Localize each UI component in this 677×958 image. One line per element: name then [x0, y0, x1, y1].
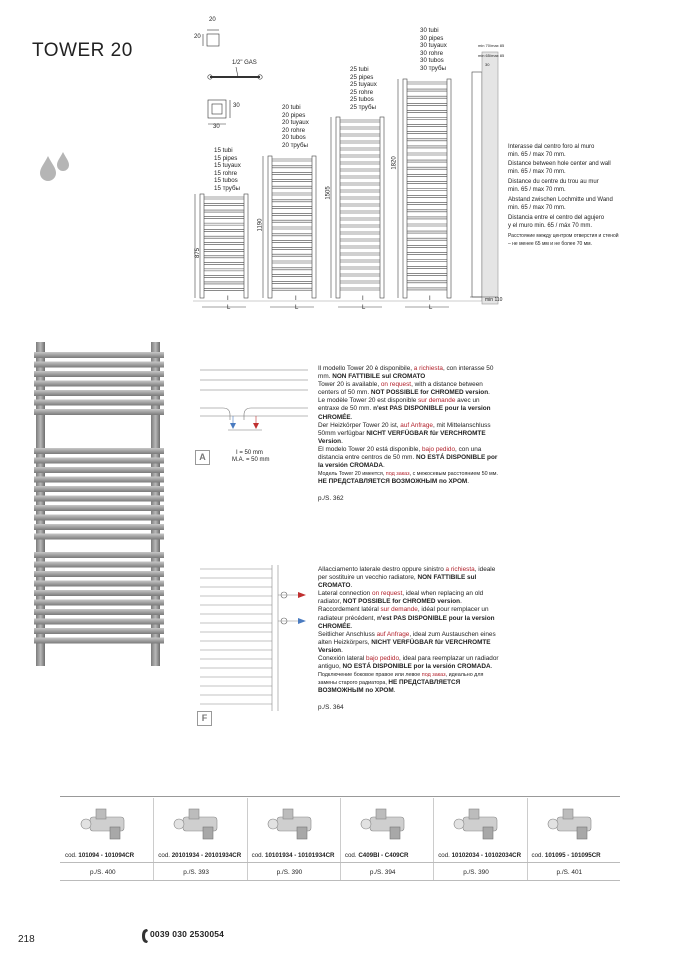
photo-radiator-bar	[34, 524, 164, 530]
photo-radiator-bar	[34, 371, 164, 377]
photo-radiator-bar	[34, 486, 164, 492]
water-drops-icon	[38, 150, 72, 184]
photo-radiator-bar	[34, 448, 164, 454]
acc-mid-rule	[60, 862, 620, 863]
photo-radiator-bar	[34, 590, 164, 596]
accessory-code	[532, 852, 601, 859]
accessory-code-value: 20101934 - 20101934CR	[171, 852, 242, 859]
model-label-20: 20 tubi 20 pipes 20 tuyaux 20 rohre 20 tubos 20 трубы	[282, 104, 309, 149]
dim-i-2: I	[295, 296, 297, 302]
chrome-valves-icon	[259, 801, 329, 849]
accessory-item[interactable]	[247, 797, 340, 879]
dim-l-4: L	[429, 305, 433, 311]
accessory-code-value: 101094 - 101094CR	[78, 852, 135, 859]
photo-radiator-bar	[34, 505, 164, 511]
model-label-25: 25 tubi 25 pipes 25 tuyaux 25 rohre 25 tubos 25 трубы	[350, 66, 377, 111]
accessory-page-ref: p./S. 394	[369, 869, 396, 876]
accessory-code	[252, 852, 335, 859]
phone-icon	[140, 928, 150, 944]
acc-bottom-rule	[60, 880, 620, 881]
option-f-text: Allacciamento laterale destro oppure sinistro a richiesta, ideale per sostituire un vecchio radiatore, NON FATTIBILE sul CROMATO. Lateral connection on request, ideal when replacing an old radiator, NOT POSSIBLE for CHROMED version. Raccordement latéral sur demande, idéal pour remplacer un radiateur précédent, n'est PAS DISPONIBLE pour la version CHROMÉE. Seitlicher Anschluss auf Anfrage, ideal zum Austauschen eines alten Heizkörpers, NICHT VERFÜGBAR für VERCHROMTE Version. Conexión lateral bajo pedido, ideal para reemplazar un radiador antiguo, NO ESTÁ DISPONIBLE por la versión CROMADA. Подключение боковое правое или левое под заказ, идеально для замены старого радиатора, НЕ ПРЕДСТАВЛЯЕТСЯ ВОЗМОЖНЫМ по ХРОМ. p./S. 364	[318, 566, 499, 711]
dim-square-width: 30	[213, 124, 220, 130]
accessory-item[interactable]	[60, 797, 153, 879]
photo-radiator-bar	[34, 400, 164, 406]
dim-top-height: 20	[194, 34, 201, 40]
wall-note-fr: Distance du centre du trou au mur min. 65 / max 70 mm.	[508, 179, 599, 194]
photo-radiator-bar	[34, 515, 164, 521]
radiator-rail	[200, 194, 204, 298]
photo-radiator-bar	[34, 609, 164, 615]
radiator-rail	[403, 79, 407, 298]
dim-i-4: I	[429, 296, 431, 302]
radiator-rail	[380, 117, 384, 298]
option-f-letter: F	[197, 711, 212, 726]
dim-l-2: L	[295, 305, 299, 311]
accessory-code-prefix: cod.	[251, 852, 266, 859]
option-a-ref: p./S. 362	[318, 494, 344, 502]
angle-valves-icon	[165, 801, 235, 849]
thermostatic-head-icon	[352, 801, 422, 849]
option-a-letter: A	[195, 450, 210, 465]
photo-radiator-bar	[34, 381, 164, 387]
radiator-rail	[312, 156, 316, 298]
photo-radiator-bar	[34, 581, 164, 587]
dim-gas: 1/2" GAS	[232, 60, 257, 66]
option-a-dim-ma: M.A. = 50 mm	[232, 457, 270, 463]
wall-plate-icon	[539, 801, 609, 849]
dim-square-height: 30	[233, 103, 240, 109]
photo-radiator-bar	[34, 638, 164, 644]
accessory-page-ref: p./S. 400	[90, 869, 116, 876]
wall-note-en: Distance between hole center and wall min. 65 / max 70 mm.	[508, 161, 611, 176]
dim-min-110: min 110	[485, 297, 503, 303]
photo-radiator-bar	[34, 628, 164, 634]
dim-l-3: L	[362, 305, 366, 311]
acc-top-rule	[60, 796, 620, 797]
radiator-rail	[268, 156, 272, 298]
accessory-page-ref: p./S. 401	[556, 869, 583, 876]
accessory-code-prefix: cod.	[531, 852, 545, 859]
dim-height-1820: 1820	[391, 156, 398, 170]
dim-min65: min 65/max 85	[478, 53, 505, 58]
photo-radiator-bar	[34, 562, 164, 568]
accessory-code	[345, 852, 409, 859]
page-number: 218	[18, 934, 35, 945]
accessory-item[interactable]	[153, 797, 246, 879]
page-title: TOWER 20	[32, 40, 133, 61]
photo-radiator-bar	[34, 352, 164, 358]
wall-note-es: Distancia entre el centro del agujero y el muro min. 65 / máx 70 mm.	[508, 215, 605, 230]
photo-radiator-bar	[34, 409, 164, 415]
accessory-code	[158, 852, 241, 859]
accessory-code-value: 10101934 - 10101934CR	[265, 852, 335, 859]
wall-note-ru: Расстояние между центром отверстия и стеной – не менее 65 мм и не более 70 мм.	[508, 233, 619, 248]
dim-height-1190: 1190	[257, 218, 264, 232]
radiator-photo	[30, 340, 170, 670]
accessory-code-value: C409BI - C409CR	[358, 852, 409, 859]
photo-radiator-bar	[34, 600, 164, 606]
phone-number: 0039 030 2530054	[150, 929, 225, 939]
photo-radiator-bar	[34, 619, 164, 625]
option-a-dim-i: I = 50 mm	[236, 450, 263, 456]
photo-radiator-bar	[34, 390, 164, 396]
thermostatic-valve-kit-icon	[445, 801, 515, 849]
option-f-drawing	[198, 565, 310, 713]
photo-radiator-bar	[34, 467, 164, 473]
accessory-item[interactable]	[527, 797, 620, 879]
dim-height-875: 875	[195, 247, 202, 259]
wall-rosettes-icon	[72, 801, 142, 849]
photo-radiator-bar	[34, 362, 164, 368]
accessory-code-prefix: cod.	[158, 852, 172, 859]
dim-30: 30	[485, 62, 490, 67]
dim-i-1: I	[227, 296, 229, 302]
photo-radiator-bar	[34, 534, 164, 540]
dim-min70: min 70/max 85	[478, 43, 505, 48]
dim-l-1: L	[227, 305, 231, 311]
accessory-code-value: 101095 - 101095CR	[544, 852, 601, 859]
photo-radiator-bar	[34, 496, 164, 502]
photo-radiator-bar	[34, 458, 164, 464]
dim-height-1505: 1505	[325, 186, 332, 200]
model-label-15: 15 tubi 15 pipes 15 tuyaux 15 rohre 15 tubos 15 трубы	[214, 147, 241, 192]
wall-note-it: Interasse dal centro foro al muro min. 65 / max 70 mm.	[508, 144, 595, 159]
accessory-item[interactable]	[433, 797, 526, 879]
option-f-ref: p./S. 364	[318, 703, 344, 711]
photo-radiator-bar	[34, 552, 164, 558]
accessory-page-ref: p./S. 390	[276, 869, 303, 876]
accessory-code-prefix: cod.	[438, 852, 452, 859]
accessory-page-ref: p./S. 390	[463, 869, 489, 876]
accessory-code	[438, 852, 521, 859]
model-label-30: 30 tubi 30 pipes 30 tuyaux 30 rohre 30 tubos 30 трубы	[420, 27, 447, 72]
photo-radiator-bar	[34, 571, 164, 577]
photo-radiator-bar	[34, 477, 164, 483]
wall-note-de: Abstand zwischen Lochmitte und Wand min. 65 / max 70 mm.	[508, 197, 613, 212]
accessory-code-value: 10102034 - 10102034CR	[451, 852, 522, 859]
radiator-rail	[336, 117, 340, 298]
accessory-page-ref: p./S. 393	[183, 869, 209, 876]
accessory-code	[65, 852, 134, 859]
accessory-item[interactable]	[340, 797, 433, 879]
radiator-elevations	[195, 79, 451, 307]
dim-i-3: I	[362, 296, 364, 302]
option-a-text: Il modello Tower 20 è disponibile, a richiesta, con interasse 50 mm. NON FATTIBILE sul CROMATO Tower 20 is available, on request, with a distance between centers of 50 mm. NOT POSSIBLE for CHROMED version. Le modèle Tower 20 est disponible sur demande avec un entraxe de 50 mm. n'est PAS DISPONIBLE pour la version CHROMÉE. Der Heizkörper Tower 20 ist, auf Anfrage, mit Mittelanschluss 50mm verfügbar NICHT VERFÜGBAR für VERCHROMTE Version. El modelo Tower 20 está disponible, bajo pedido, con una distancia entre centros de 50 mm. NO ESTÁ DISPONIBLE por la versión CROMADA. Модель Tower 20 имеется, под заказ, с межосевым расстоянием 50 мм. НЕ ПРЕДСТАВЛЯЕТСЯ ВОЗМОЖНЫМ по ХРОМ. p./S. 362	[318, 365, 498, 502]
radiator-rail	[447, 79, 451, 298]
accessory-code-prefix: cod.	[65, 852, 79, 859]
dim-top-width: 20	[209, 17, 216, 23]
radiator-rail	[244, 194, 248, 298]
accessory-code-prefix: cod.	[344, 852, 359, 859]
